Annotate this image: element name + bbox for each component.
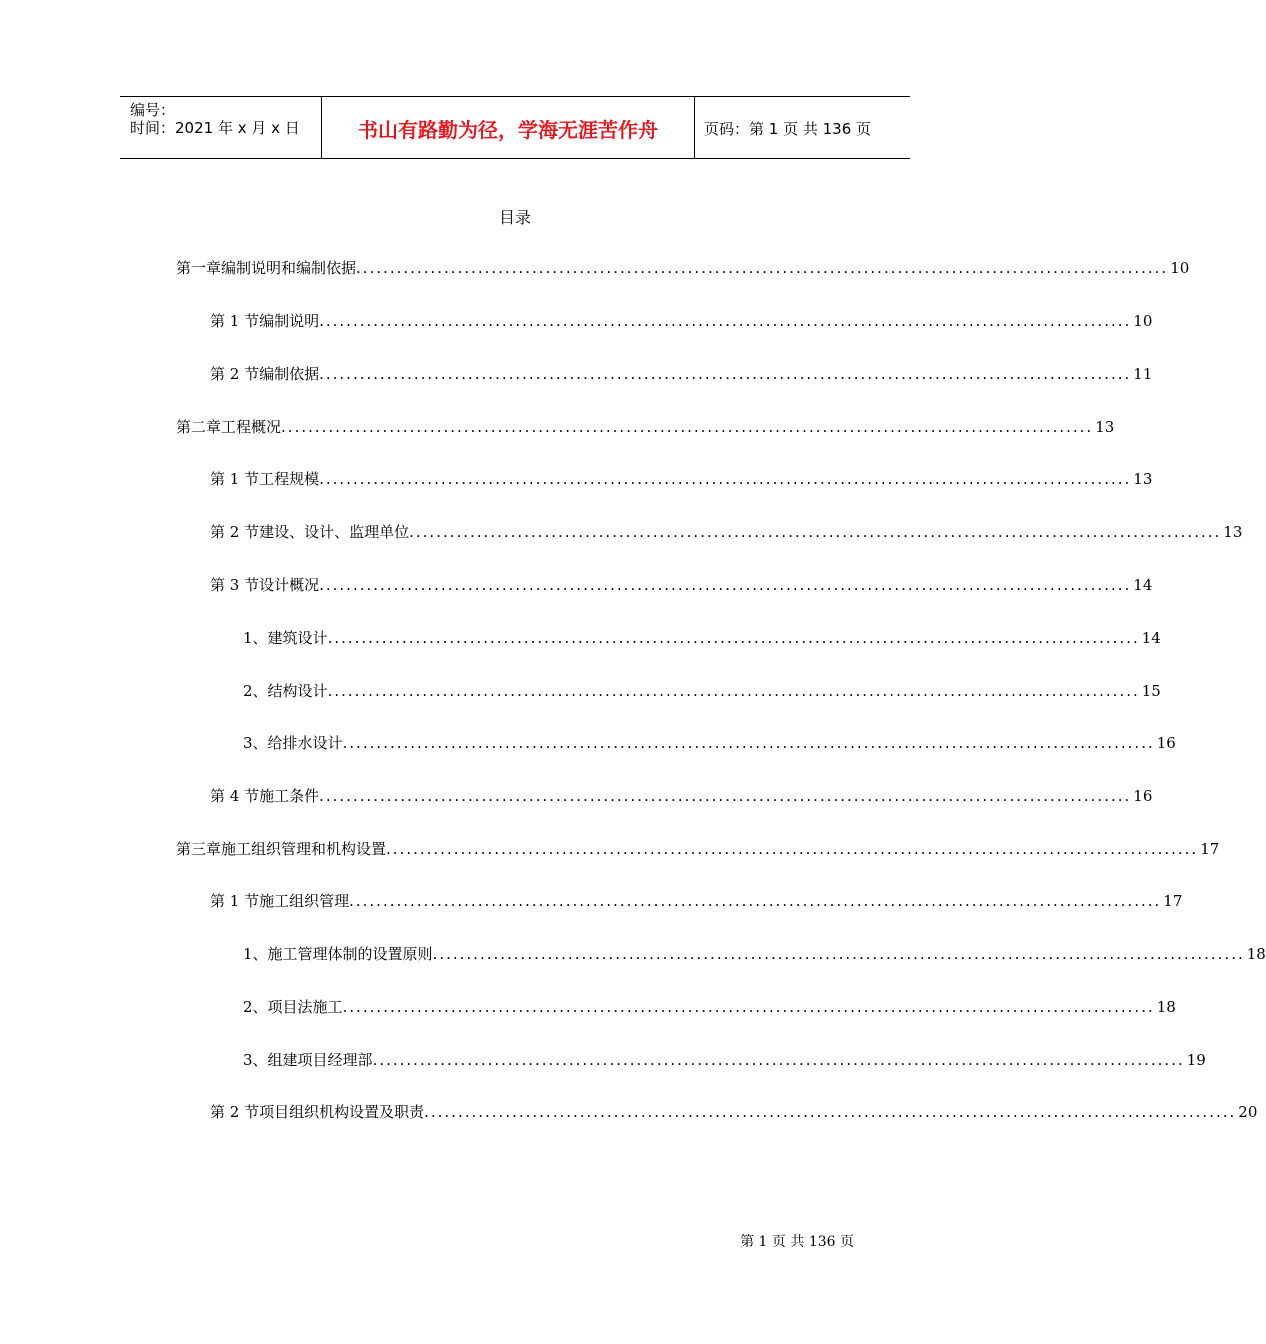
toc-entry-page: 17 bbox=[1200, 840, 1220, 858]
toc-entry-text: 编制依据 bbox=[259, 365, 320, 383]
toc-entry-text: 施工管理体制的设置原则 bbox=[267, 945, 433, 963]
toc-entry-number: 第 2 节 bbox=[210, 523, 260, 541]
toc-entry-chapter[interactable] bbox=[176, 257, 1190, 279]
dot-leader: ........................................................................................................................ bbox=[327, 629, 1140, 647]
serial-number-label: 编号： bbox=[130, 101, 176, 119]
toc-entry-subsection[interactable] bbox=[243, 680, 1161, 702]
toc-entry-page: 16 bbox=[1133, 787, 1153, 805]
toc-entry-subsection[interactable] bbox=[243, 1049, 1206, 1071]
dot-leader: ........................................................................................................................ bbox=[327, 682, 1140, 700]
toc-entry-section[interactable] bbox=[210, 1101, 1258, 1123]
toc-entry-text: 结构设计 bbox=[267, 682, 328, 700]
toc-entry-text: 施工条件 bbox=[259, 787, 320, 805]
toc-entry-page: 13 bbox=[1133, 470, 1153, 488]
toc-entry-page: 14 bbox=[1141, 629, 1161, 647]
toc-entry-section[interactable] bbox=[210, 890, 1183, 912]
toc-entry-text: 工程规模 bbox=[259, 470, 320, 488]
toc-entry-page: 11 bbox=[1133, 365, 1153, 383]
toc-entry-section[interactable] bbox=[210, 363, 1153, 385]
dot-leader: ........................................................................................................................ bbox=[342, 734, 1155, 752]
toc-entry-section[interactable] bbox=[210, 521, 1243, 543]
toc-entry-number: 2、 bbox=[243, 998, 268, 1016]
toc-entry-text: 建筑设计 bbox=[267, 629, 328, 647]
toc-entry-number: 第二章 bbox=[176, 418, 222, 436]
toc-entry-subsection[interactable] bbox=[243, 943, 1266, 965]
toc-entry-number: 第 2 节 bbox=[210, 365, 260, 383]
dot-leader: ........................................................................................................................ bbox=[424, 1103, 1237, 1121]
header-page-number: 页码：第 1 页 共 136 页 bbox=[704, 120, 872, 138]
dot-leader: ........................................................................................................................ bbox=[432, 945, 1245, 963]
dot-leader: ........................................................................................................................ bbox=[319, 576, 1132, 594]
toc-entry-page: 15 bbox=[1141, 682, 1161, 700]
toc-entry-number: 3、 bbox=[243, 734, 268, 752]
motto-text: 书山有路勤为径，学海无涯苦作舟 bbox=[358, 118, 658, 142]
dot-leader: ........................................................................................................................ bbox=[409, 523, 1222, 541]
toc-entry-section[interactable] bbox=[210, 785, 1153, 807]
dot-leader: ........................................................................................................................ bbox=[319, 312, 1132, 330]
toc-entry-text: 项目法施工 bbox=[267, 998, 343, 1016]
dot-leader: ........................................................................................................................ bbox=[386, 840, 1199, 858]
toc-entry-page: 10 bbox=[1133, 312, 1153, 330]
toc-entry-page: 14 bbox=[1133, 576, 1153, 594]
toc-entry-chapter[interactable] bbox=[176, 416, 1115, 438]
toc-entry-section[interactable] bbox=[210, 574, 1153, 596]
dot-leader: ........................................................................................................................ bbox=[372, 1051, 1185, 1069]
toc-entry-number: 第三章 bbox=[176, 840, 222, 858]
dot-leader: ........................................................................................................................ bbox=[319, 470, 1132, 488]
toc-entry-text: 给排水设计 bbox=[267, 734, 343, 752]
dot-leader: ........................................................................................................................ bbox=[281, 418, 1094, 436]
toc-entry-subsection[interactable] bbox=[243, 996, 1176, 1018]
toc-entry-number: 第一章 bbox=[176, 259, 222, 277]
toc-entry-number: 第 1 节 bbox=[210, 892, 260, 910]
toc-entry-number: 1、 bbox=[243, 629, 268, 647]
toc-entry-page: 18 bbox=[1246, 945, 1266, 963]
toc-entry-text: 编制说明和编制依据 bbox=[221, 259, 357, 277]
toc-entry-text: 施工组织管理和机构设置 bbox=[221, 840, 387, 858]
toc-entry-page: 18 bbox=[1156, 998, 1176, 1016]
dot-leader: ........................................................................................................................ bbox=[319, 365, 1132, 383]
toc-entry-text: 施工组织管理 bbox=[259, 892, 350, 910]
toc-entry-subsection[interactable] bbox=[243, 627, 1161, 649]
toc-entry-page: 20 bbox=[1238, 1103, 1258, 1121]
toc-entry-number: 第 1 节 bbox=[210, 312, 260, 330]
toc-entry-number: 2、 bbox=[243, 682, 268, 700]
toc-entry-number: 第 2 节 bbox=[210, 1103, 260, 1121]
toc-entry-page: 17 bbox=[1163, 892, 1183, 910]
toc-entry-text: 设计概况 bbox=[259, 576, 320, 594]
footer-page-number: 第 1 页 共 136 页 bbox=[740, 1234, 854, 1250]
dot-leader: ........................................................................................................................ bbox=[349, 892, 1162, 910]
toc-entry-number: 第 4 节 bbox=[210, 787, 260, 805]
toc-title: 目录 bbox=[498, 208, 531, 227]
toc-entry-number: 3、 bbox=[243, 1051, 268, 1069]
toc-entry-text: 建设、设计、监理单位 bbox=[259, 523, 410, 541]
toc-entry-text: 工程概况 bbox=[221, 418, 282, 436]
toc-entry-number: 1、 bbox=[243, 945, 268, 963]
dot-leader: ........................................................................................................................ bbox=[342, 998, 1155, 1016]
toc-entry-text: 组建项目经理部 bbox=[267, 1051, 373, 1069]
toc-entry-page: 19 bbox=[1186, 1051, 1206, 1069]
dot-leader: ........................................................................................................................ bbox=[319, 787, 1132, 805]
toc-entry-page: 13 bbox=[1223, 523, 1243, 541]
toc-entry-text: 项目组织机构设置及职责 bbox=[259, 1103, 425, 1121]
dot-leader: ........................................................................................................................ bbox=[356, 259, 1169, 277]
toc-entry-chapter[interactable] bbox=[176, 838, 1220, 860]
toc-entry-page: 13 bbox=[1095, 418, 1115, 436]
toc-entry-page: 10 bbox=[1170, 259, 1190, 277]
toc-entry-number: 第 1 节 bbox=[210, 470, 260, 488]
toc-entry-page: 16 bbox=[1156, 734, 1176, 752]
toc-entry-section[interactable] bbox=[210, 310, 1153, 332]
toc-entry-subsection[interactable] bbox=[243, 732, 1176, 754]
toc-entry-number: 第 3 节 bbox=[210, 576, 260, 594]
date-label: 时间：2021 年 x 月 x 日 bbox=[130, 119, 300, 137]
toc-entry-section[interactable] bbox=[210, 468, 1153, 490]
toc-entry-text: 编制说明 bbox=[259, 312, 320, 330]
